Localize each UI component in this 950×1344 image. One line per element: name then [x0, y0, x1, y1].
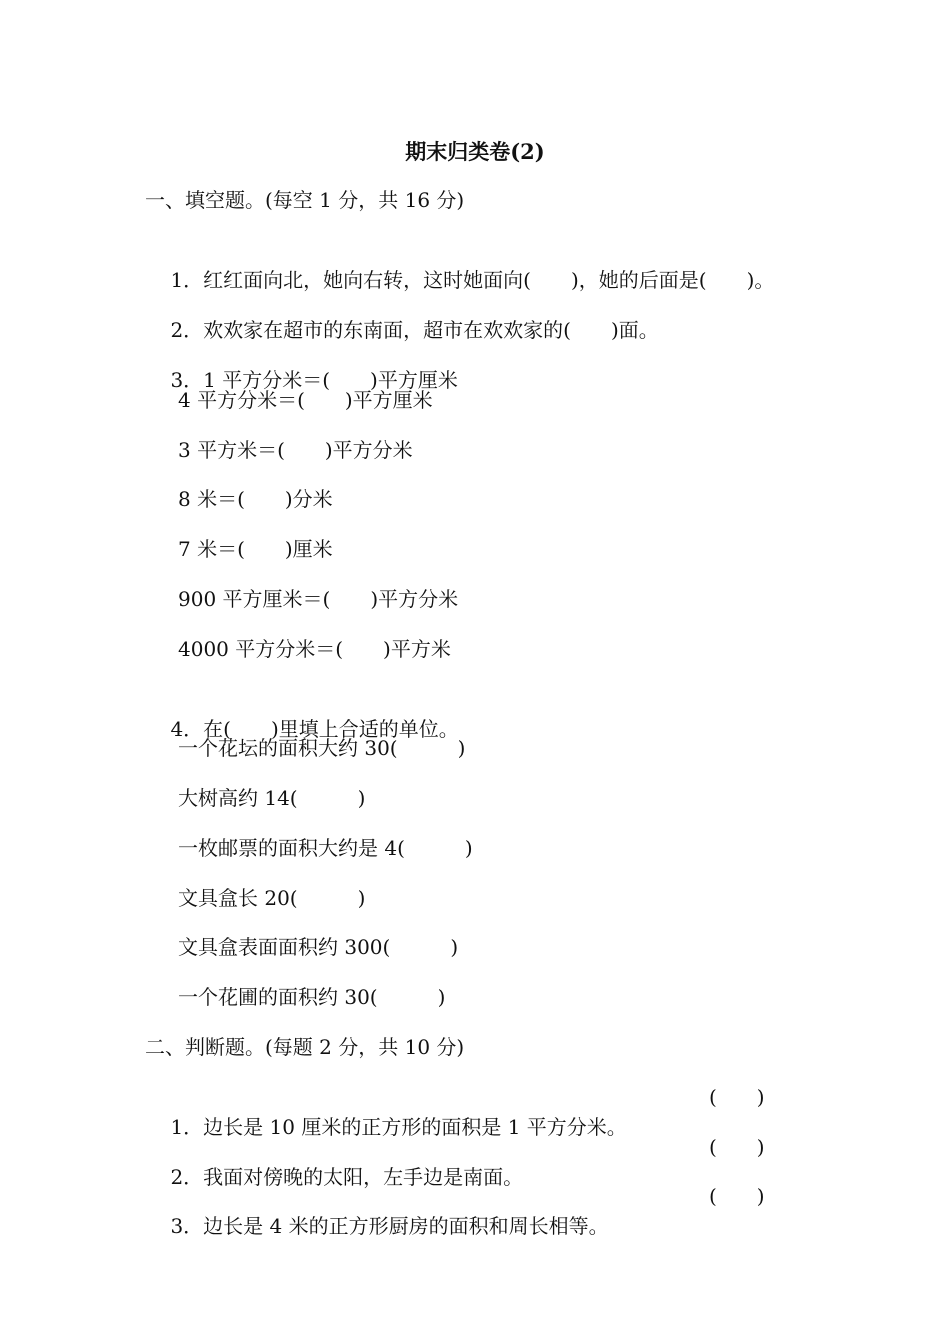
question-3-item: 4000 平方分米＝( )平方米 — [178, 637, 451, 661]
judgement-text: 边长是 4 米的正方形厨房的面积和周长相等。 — [203, 1214, 609, 1238]
judgement-number: 1． — [170, 1115, 204, 1139]
section-1-heading: 一、填空题。(每空 1 分，共 16 分) — [145, 188, 465, 212]
question-4-item: 一个花圃的面积约 30( ) — [178, 985, 446, 1009]
question-4-item: 一个花坛的面积大约 30( ) — [178, 736, 466, 760]
page-title: 期末归类卷(2) — [405, 139, 545, 164]
question-4-item: 文具盒表面面积约 300( ) — [178, 935, 459, 959]
answer-parentheses[interactable]: ( ) — [709, 1135, 765, 1159]
question-4-text: 在( )里填上合适的单位。 — [203, 717, 459, 741]
question-3-item: 900 平方厘米＝( )平方分米 — [178, 587, 459, 611]
judgement-number: 2． — [170, 1165, 204, 1189]
question-1-text: 红红面向北，她向右转，这时她面向( )，她的后面是( )。 — [203, 268, 775, 292]
question-4-item: 大树高约 14( ) — [178, 786, 366, 810]
answer-parentheses[interactable]: ( ) — [709, 1085, 765, 1109]
judgement-text: 我面对傍晚的太阳，左手边是南面。 — [203, 1165, 524, 1189]
question-2-text: 欢欢家在超市的东南面，超市在欢欢家的( )面。 — [203, 318, 659, 342]
question-4-item: 文具盒长 20( ) — [178, 886, 366, 910]
question-1-number: 1． — [170, 268, 204, 292]
question-3-item: 4 平方分米＝( )平方厘米 — [178, 388, 433, 412]
question-3-item: 7 米＝( )厘米 — [178, 537, 333, 561]
question-3-item: 1 平方分米＝( )平方厘米 — [203, 368, 458, 392]
question-3-number: 3． — [170, 368, 204, 392]
question-3-item: 8 米＝( )分米 — [178, 487, 333, 511]
question-2-number: 2． — [170, 318, 204, 342]
section-2-heading: 二、判断题。(每题 2 分，共 10 分) — [145, 1035, 465, 1059]
question-4-item: 一枚邮票的面积大约是 4( ) — [178, 836, 473, 860]
judgement-item — [145, 1181, 609, 1271]
answer-parentheses[interactable]: ( ) — [709, 1184, 765, 1208]
judgement-text: 边长是 10 厘米的正方形的面积是 1 平方分米。 — [203, 1115, 627, 1139]
question-3-item: 3 平方米＝( )平方分米 — [178, 438, 413, 462]
judgement-number: 3． — [170, 1214, 204, 1238]
question-4-number: 4． — [170, 717, 204, 741]
